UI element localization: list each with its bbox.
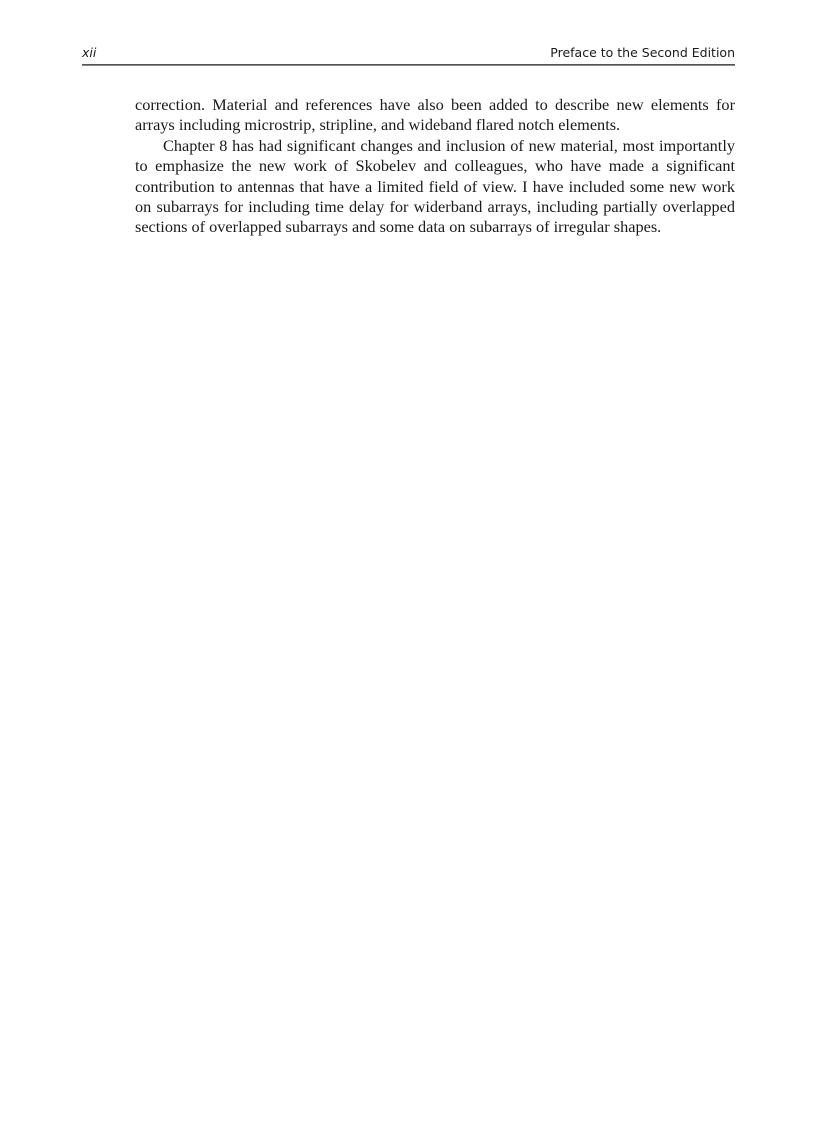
running-head: [82, 45, 735, 63]
paragraph-chapter-8: Chapter 8 has had significant changes and inclusion of new material, most importantly to emphasize the new work of Skobelev and colleagues, who have made a significant contribution to antennas that have a limited field of view. I have included some new work on subarrays for including time delay for widerband arrays, including partially overlapped sections of overlapped subarrays and some data on subarrays of irregular shapes.: [135, 135, 735, 237]
body-text: [135, 95, 735, 238]
paragraph-continuation: correction. Material and references have also been added to describe new elements for arrays including microstrip, stripline, and wideband flared notch elements.: [135, 95, 735, 135]
running-title: Preface to the Second Edition: [550, 45, 735, 60]
header-rule: [82, 64, 735, 66]
page-number: xii: [82, 45, 97, 60]
